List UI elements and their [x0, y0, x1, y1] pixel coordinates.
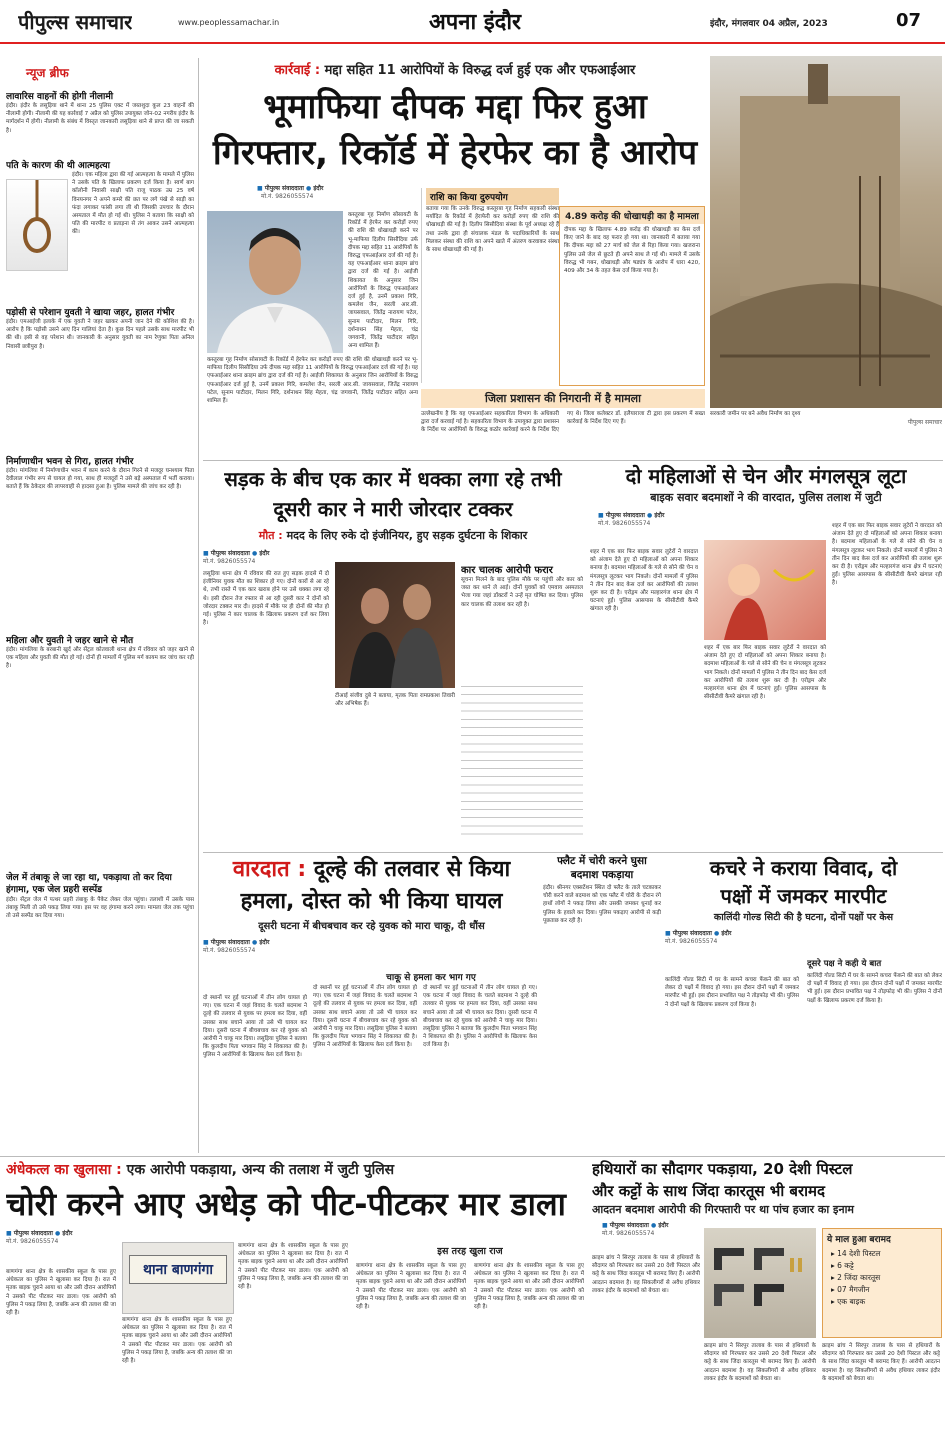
- sword-body-col3: दो स्थानों पर हुई घटनाओं में तीन लोग घायल हो गए। एक घटना में जहां विवाद के चलते बदमाश ने दूल्हे की तलवार से युवक पर हमला कर दिया, वहीं उसका साथ बचाने आया तो उसे भी घायल कर दिया। दूसरी घटना में बीचबचाव कर रहे युवक को आरोपी ने चाकू मार दिया। लसूड़िया पुलिस ने बताया कि कुलदीप पिता भगवान सिंह ने शिकायत की है। पुलिस ने आरोपियों के खिलाफ केस दर्ज किया है।: [423, 985, 537, 1049]
- box-fund-misuse: [421, 188, 559, 383]
- murder-body: बाणगंगा थाना क्षेत्र के शासकीय स्कूल के पास हुए अंधेकत्ल का पुलिस ने खुलासा कर दिया है। रात में मृतक बाइक चुराने आया था और उसी दौरान आरोपियों ने उसको पीट पीटकर मार डाला। एक आरोपी को पुलिस ने पकड़ लिया है, जबकि अन्य की तलाश की जा रही है।: [6, 1269, 116, 1317]
- news-brief-label: न्यूज ब्रीफ: [26, 66, 69, 80]
- byline-mobile: मो.नं. 9826055574: [203, 947, 256, 954]
- box-title: राशि का किया दुरुपयोग: [426, 188, 559, 205]
- garbage-body: कालिंदी गोल्ड सिटी में घर के सामने कचरा फेंकने की बात को लेकर दो पक्षों में विवाद हो गया। इस दौरान दोनों पक्षों में जमकर मारपीट भी हुई। इस दौरान प्रभावित पक्ष ने तोड़फोड़ भी की। पुलिस ने दोनों पक्षों के खिलाफ प्रकरण दर्ज किया है।: [665, 977, 799, 1008]
- column-rule: [198, 58, 199, 1153]
- byline-name: पीपुल्स संवाददाता: [609, 1222, 649, 1229]
- lead-byline: ■ पीपुल्स संवाददाता ● इंदौर मो.नं. 9826055574: [205, 184, 415, 200]
- accident-kicker-text: मदद के लिए रुके दो इंजीनियर, हुए सड़क दुर्घटना के शिकार: [286, 529, 528, 542]
- murder-body-col4: बाणगंगा थाना क्षेत्र के शासकीय स्कूल के पास हुए अंधेकत्ल का पुलिस ने खुलासा कर दिया है। रात में मृतक बाइक चुराने आया था और उसी दौरान आरोपियों ने उसको पीट पीटकर मार डाला। एक आरोपी को पुलिस ने पकड़ लिया है, जबकि अन्य की तलाश की जा रही है।: [356, 1263, 466, 1311]
- recovered-item: ▸ 07 मैगजीन: [831, 1285, 870, 1294]
- row-rule: [0, 1156, 945, 1157]
- box-title: कार चालक आरोपी फरार: [461, 565, 553, 576]
- arms-subhead: आदतन बदमाश आरोपी की गिरफ्तारी पर था पांच हजार का इनाम: [592, 1203, 854, 1216]
- murder-box-title: इस तरह खुला राज: [437, 1246, 503, 1257]
- text-lines: [461, 686, 583, 836]
- murder-story: अंधेकत्ल का खुलासा : एक आरोपी पकड़ाया, अन्य की तलाश में जुटी पुलिस चोरी करने आए अधेड़ को पीट-पीटकर मार डाला ■ पीपुल्स संवाददाता ● इंदौर मो.नं. 9826055574 बाणगंगा थाना क्षेत्र के शासकीय स्कूल के पास हुए अंधेकत्ल का पुलिस ने खुलासा कर दिया है। रात में मृतक बाइक चुराने आया था और उसी दौरान आरोपियों ने उसको पीट पीटकर मार डाला। एक आरोपी को पुलिस ने पकड़ लिया है, जबकि अन्य की तलाश की जा रही है। थाना बाणगंगा बाणगंगा थाना क्षेत्र के शासकीय स्कूल के पास हुए अंधेकत्ल का पुलिस ने खुलासा कर दिया है। रात में मृतक बाइक चुराने आया था और उसी दौरान आरोपियों ने उसको पीट पीटकर मार डाला। एक आरोपी को पुलिस ने पकड़ लिया है, जबकि अन्य की तलाश की जा रही है। बाणगंगा थाना क्षेत्र के शासकीय स्कूल के पास हुए अंधेकत्ल का पुलिस ने खुलासा कर दिया है। रात में मृतक बाइक चुराने आया था और उसी दौरान आरोपियों ने उसको पीट पीटकर मार डाला। एक आरोपी को पुलिस ने पकड़ लिया है, जबकि अन्य की तलाश की जा रही है। इस तरह खुला राज बाणगंगा थाना क्षेत्र के शासकीय स्कूल के पास हुए अंधेकत्ल का पुलिस ने खुलासा कर दिया है। रात में मृतक बाइक चुराने आया था और उसी दौरान आरोपियों ने उसको पीट पीटकर मार डाला। एक आरोपी को पुलिस ने पकड़ लिया है, जबकि अन्य की तलाश की जा रही है। बाणगंगा थाना क्षेत्र के शासकीय स्कूल के पास हुए अंधेकत्ल का पुलिस ने खुलासा कर दिया है। रात में मृतक बाइक चुराने आया था और उसी दौरान आरोपियों ने उसको पीट पीटकर मार डाला। एक आरोपी को पुलिस ने पकड़ लिया है, जबकि अन्य की तलाश की जा रही है।: [6, 1158, 586, 1443]
- brief-text: इंदौर। मांगलिया के बरबानी खुर्द और सेंट्रल कोतवाली थाना क्षेत्र में रविवार को जहर खाने से एक महिला और युवती की मौत हो गई। दोनों ही मामलों में पुलिस मर्ग कायम कर जांच कर रही है।: [6, 647, 194, 670]
- accident-kicker: मौत :: [258, 529, 283, 542]
- sword-headline-line1: [203, 854, 540, 886]
- accident-story: सड़क के बीच एक कार में धक्का लगा रहे तभी दूसरी कार ने मारी जोरदार टक्कर मौत : मदद के लिए रुके दो इंजीनियर, हुए सड़क दुर्घटना के शिकार ■ पीपुल्स संवाददाता ● इंदौर मो.नं. 9826055574 लसूड़िया थाना क्षेत्र में रविवार की रात हुए सड़क हादसे में दो इंजीनियर युवक मौत का शिकार हो गए। दोनों कारों से आ रहे थे, तभी रास्ते में एक कार खराब होने पर उसे धक्का लगा रहे थे। इसी दौरान तेज रफ्तार से आ रही दूसरी कार ने दोनों को जोरदार टक्कर मार दी। हादसे में मौके पर ही दोनों की मौत हो गई। पुलिस ने कार चालक के खिलाफ प्रकरण दर्ज कर लिया है। टीआई संजीव दुबे ने बताया, मृतक पिता रामप्रकाश तिवारी और अभिषेक हैं। कार चालक आरोपी फरार सूचना मिलने के बाद पुलिस मौके पर पहुंची और कार को जब्त कर थाने ले आई। दोनों युवकों को एमवाय अस्पताल भेजा गया जहां डॉक्टरों ने उन्हें मृत घोषित कर दिया। पुलिस कार चालक की तलाश कर रही है।: [203, 462, 583, 852]
- garbage-headline-a: कचरे ने कराया विवाद, दो: [709, 856, 898, 880]
- lead-kicker-text: मद्दा सहित 11 आरोपियों के विरुद्ध दर्ज हुई एक और एफआईआर: [324, 63, 636, 78]
- accident-kicker-line: [203, 528, 583, 543]
- murder-kicker-line: [6, 1160, 586, 1179]
- arms-body: क्राइम ब्रांच ने सिरपुर तालाब के पास से हथियारों के सौदागर को गिरफ्तार कर उससे 20 देशी पिस्टल और कट्टे के साथ जिंदा कारतूस भी बरामद किए हैं। आरोपी आदतन बदमाश है। वह सिकलीगरों से अवैध हथियार लाकर इंदौर के बदमाशों को बेचता था।: [592, 1255, 700, 1294]
- arms-body-col2: क्राइम ब्रांच ने सिरपुर तालाब के पास से हथियारों के सौदागर को गिरफ्तार कर उससे 20 देशी पिस्टल और कट्टे के साथ जिंदा कारतूस भी बरामद किए हैं। आरोपी आदतन बदमाश है। वह सिकलीगरों से अवैध हथियार लाकर इंदौर के बदमाशों को बेचता था।: [704, 1343, 816, 1382]
- byline-mobile: मो.नं. 9826055574: [261, 193, 314, 200]
- byline-mobile: मो.नं. 9826055574: [598, 520, 651, 527]
- dateline: इंदौर, मंगलवार 04 अप्रैल, 2023: [710, 19, 828, 29]
- murder-kicker: अंधेकत्ल का खुलासा :: [6, 1162, 122, 1178]
- byline-name: पीपुल्स संवाददाता: [264, 185, 304, 192]
- byline-mobile: मो.नं. 9826055574: [665, 938, 718, 945]
- building-photo: [710, 56, 942, 408]
- lead-photo-block: [710, 56, 942, 461]
- box-title: 4.89 करोड़ की धोखाधड़ी का है मामला: [560, 207, 704, 224]
- garbage-box-title: दूसरे पक्ष ने कही ये बात: [807, 959, 882, 969]
- byline-name: पीपुल्स संवाददाता: [210, 550, 250, 557]
- garbage-headline-b: पक्षों में जमकर मारपीट: [720, 884, 887, 908]
- box-text: बताया गया कि उनके विरुद्ध कस्तूरबा गृह निर्माण सहकारी संस्था मर्यादित के रिकॉर्ड में हेराफेरी कर करोड़ों रुपए की राशि की धोखाधड़ी की गई है। दिलीप सिसौदिया संस्था के पूर्व अध्यक्ष रहे हैं तथा उनके द्वारा ही संचालक मंडल के पदाधिकारियों के साथ मिलकर संस्था की राशि का अपने खाते में अंतरण करवाकर संस्था के साथ धोखाधड़ी की गई है।: [426, 206, 559, 254]
- garbage-body-col2: कालिंदी गोल्ड सिटी में घर के सामने कचरा फेंकने की बात को लेकर दो पक्षों में विवाद हो गया। इस दौरान दोनों पक्षों में जमकर मारपीट भी हुई। इस दौरान प्रभावित पक्ष ने तोड़फोड़ भी की। पुलिस ने दोनों पक्षों के खिलाफ प्रकरण दर्ज किया है।: [807, 973, 942, 1004]
- byline-city: इंदौर: [259, 550, 270, 557]
- brief-text: इंदौर। एक महिला द्वारा की गई आत्महत्या के मामले में पुलिस ने उसके पति के खिलाफ प्रकरण दर्ज किया है। स्वर्ण बाग कॉलोनी निवासी साक्षी पति राजू पाठक उम्र 25 वर्ष विनयनगर ने अपने कमरे की छत पर लगे पंखे से साड़ी का फंदा लगाकर फांसी लगा ली थी जिसकी उपचार के दौरान अस्पताल में मौत हो गई थी। पुलिस ने बताया कि साक्षी को पति की मारपीट व प्रताड़ना से तंग आकर उसने आत्महत्या की।: [72, 172, 194, 236]
- murder-body-col5: बाणगंगा थाना क्षेत्र के शासकीय स्कूल के पास हुए अंधेकत्ल का पुलिस ने खुलासा कर दिया है। रात में मृतक बाइक चुराने आया था और उसी दौरान आरोपियों ने उसको पीट पीटकर मार डाला। एक आरोपी को पुलिस ने पकड़ लिया है, जबकि अन्य की तलाश की जा रही है।: [474, 1263, 584, 1311]
- snatching-headline: दो महिलाओं से चेन और मंगलसूत्र लूटा: [625, 464, 907, 488]
- byline-city: इंदौर: [62, 1230, 73, 1237]
- byline-name: पीपुल्स संवाददाता: [605, 512, 645, 519]
- byline-city: इंदौर: [313, 185, 324, 192]
- brief-text: इंदौर। इंदौर के लसूड़िया थाने में थाना 25 पुलिस एक्ट में जब्तशुदा कुल 23 वाहनों की नीलामी होगी। नीलामी की यह कार्रवाई 7 अप्रैल को पुलिस उपायुक्त जोन-02 नगरीय इंदौर के मार्गदर्शन में होगी। नीलामी के संबंध में विस्तृत जानकारी लसूड़िया थाने से प्राप्त की जा सकती है।: [6, 103, 194, 134]
- byline-city: इंदौर: [721, 930, 732, 937]
- masthead-rule: [0, 42, 945, 44]
- arms-body-col3: क्राइम ब्रांच ने सिरपुर तालाब के पास से हथियारों के सौदागर को गिरफ्तार कर उससे 20 देशी पिस्टल और कट्टे के साथ जिंदा कारतूस भी बरामद किए हैं। आरोपी आदतन बदमाश है। वह सिकलीगरों से अवैध हथियार लाकर इंदौर के बदमाशों को बेचता था।: [822, 1343, 940, 1382]
- accident-headline: सड़क के बीच एक कार में धक्का लगा रहे तभी दूसरी कार ने मारी जोरदार टक्कर: [224, 467, 562, 521]
- recovered-list: [823, 1248, 941, 1308]
- flat-theft-headline: फ्लैट में चोरी करने घुसा बदमाश पकड़ाया: [557, 855, 647, 881]
- accident-box: [461, 562, 583, 842]
- brief-title: महिला और युवती ने जहर खाने से मौत: [6, 636, 134, 646]
- site-url: www.peoplessamachar.in: [178, 18, 280, 27]
- brief-text: इंदौर। सेंट्रल जेल में पत्थर प्रहरी तंबाकू के पैकेट लेकर जेल पहुंचा। तलाशी में उसके पास तंबाकू मिली तो उसे पकड़ लिया गया। इस पर वह हंगामा करने लगा। मामला जेल तक पहुंचा तो उसे सस्पेंड कर दिया गया।: [6, 897, 194, 920]
- lead-story: [205, 56, 705, 456]
- lead-kicker-line: [205, 60, 705, 78]
- lead-body-col1: कस्तूरबा गृह निर्माण सोसायटी के रिकॉर्ड में हेरफेर कर करोड़ों रुपए की राशि की धोखाधड़ी करने पर भू-माफिया दिलीप सिसौदिया उर्फ दीपक मद्दा सहित 11 आरोपियों के विरुद्ध एफआईआर दर्ज की गई है। यह एफआईआर थाना क्राइम ब्रांच द्वारा दर्ज की गई है। आईजी शिकायत के अनुसार जिन आरोपियों के विरुद्ध एफआईआर दर्ज हुई है, उनमें प्रकाश गिरि, कमलेश जैन, सरली आर.सी. जायसवाल, जितेंद्र नारायण पटेल, सुनाम पाटीदार, मिलन गिरि, दर्शनाथन सिंह मेहता, चंद्र जगवानी, जितेंद्र पाटीदार सहित अन्य शामिल हैं।: [348, 212, 418, 350]
- brief-title: निर्माणाधीन भवन से गिरा, हालत गंभीर: [6, 457, 134, 467]
- box-fraud: [559, 206, 705, 386]
- accused-photo: [207, 211, 343, 353]
- section-title: अपना इंदौर: [428, 10, 522, 35]
- accident-body: लसूड़िया थाना क्षेत्र में रविवार की रात हुए सड़क हादसे में दो इंजीनियर युवक मौत का शिकार हो गए। दोनों कारों से आ रहे थे, तभी रास्ते में एक कार खराब होने पर उसे धक्का लगा रहे थे। इसी दौरान तेज रफ्तार से आ रही दूसरी कार ने दोनों को जोरदार टक्कर मार दी। हादसे में मौके पर ही दोनों की मौत हो गई। पुलिस ने कार चालक के खिलाफ प्रकरण दर्ज कर लिया है।: [203, 571, 329, 627]
- byline-name: पीपुल्स संवाददाता: [13, 1230, 53, 1237]
- accident-body-col2: टीआई संजीव दुबे ने बताया, मृतक पिता रामप्रकाश तिवारी और अभिषेक हैं।: [335, 693, 455, 708]
- sword-body: दो स्थानों पर हुई घटनाओं में तीन लोग घायल हो गए। एक घटना में जहां विवाद के चलते बदमाश ने दूल्हे की तलवार से युवक पर हमला कर दिया, वहीं उसका साथ बचाने आया तो उसे भी घायल कर दिया। दूसरी घटना में बीचबचाव कर रहे युवक को आरोपी ने चाकू मार दिया। लसूड़िया पुलिस ने बताया कि कुलदीप पिता भगवान सिंह ने शिकायत की है। पुलिस ने आरोपियों के खिलाफ केस दर्ज किया है।: [203, 995, 307, 1059]
- byline-mobile: मो.नं. 9826055574: [203, 558, 256, 565]
- murder-body-col2: बाणगंगा थाना क्षेत्र के शासकीय स्कूल के पास हुए अंधेकत्ल का पुलिस ने खुलासा कर दिया है। रात में मृतक बाइक चुराने आया था और उसी दौरान आरोपियों ने उसको पीट पीटकर मार डाला। एक आरोपी को पुलिस ने पकड़ लिया है, जबकि अन्य की तलाश की जा रही है।: [122, 1317, 232, 1365]
- page-number: 07: [896, 10, 922, 31]
- brief-title: पति के कारण की थी आत्महत्या: [6, 161, 110, 171]
- murder-headline: चोरी करने आए अधेड़ को पीट-पीटकर मार डाला: [6, 1185, 566, 1223]
- box-text: दीपक मद्दा के खिलाफ 4.89 करोड़ की धोखाधड़ी का केस दर्ज किए जाने के बाद वह फरार हो गया था। जानकारी में बताया गया कि दीपक मद्दा को 27 मार्च को जेल से रिहा किया गया। खजराना पुलिस उसे जेल से छूटते ही अपने साथ ले गई थी। मामले में उसके विरुद्ध भी गबन, धोखाधड़ी और षड्यंत्र के आरोप में धारा 420, 409 और 34 के तहत केस दर्ज किया गया है।: [564, 227, 700, 275]
- noose-illustration: [6, 179, 68, 271]
- photo-caption: सरकारी जमीन पर बने अवैध निर्माण का दृश्य: [710, 411, 801, 417]
- byline-city: इंदौर: [658, 1222, 669, 1229]
- sword-kicker: वारदात :: [232, 857, 307, 882]
- police-station-photo: [122, 1242, 234, 1314]
- recovered-items-box: [822, 1228, 942, 1338]
- weapons-photo: [704, 1228, 816, 1338]
- box-title: जिला प्रशासन की निगरानी में है मामला: [421, 389, 705, 408]
- lead-headline: भूमाफिया दीपक मद्दा फिर हुआ गिरफ्तार, रिकॉर्ड में हेरफेर का है आरोप: [212, 87, 698, 173]
- recovered-item: ▸ 6 कट्टे: [831, 1261, 854, 1270]
- snatching-body-col3: शहर में एक बार फिर बाइक सवार लुटेरों ने वारदात को अंजाम देते हुए दो महिलाओं को अपना शिकार बनाया है। बदमाश महिलाओं के गले से सोने की चेन व मंगलसूत्र लूटकर भाग निकले। दोनों मामलों में पुलिस ने तीन दिन बाद केस दर्ज कर आरोपियों की तलाश शुरू कर दी है। एरोड्रम और मल्हारगंज थाना क्षेत्र में घटनाएं हुईं। पुलिस आसपास के सीसीटीवी कैमरे खंगाल रही है।: [832, 523, 942, 587]
- brief-text: इंदौर। मांगलिया में निर्माणाधीन भवन में काम करने के दौरान गिरने से मजदूर घनश्याम पिता देवीलाल गंभीर रूप से घायल हो गया, साथ ही मजदूरों ने उसे बड़े अस्पताल में भर्ती कराया। बताते हैं कि ठेकेदार की लापरवाही से हादसा हुआ है। पुलिस मामले की जांच कर रही है।: [6, 468, 194, 491]
- photo-credit: पीपुल्स समाचार: [907, 419, 942, 426]
- arms-headline-a: हथियारों का सौदागर पकड़ाया, 20 देशी पिस्टल: [592, 1160, 853, 1178]
- murder-body-col3: बाणगंगा थाना क्षेत्र के शासकीय स्कूल के पास हुए अंधेकत्ल का पुलिस ने खुलासा कर दिया है। रात में मृतक बाइक चुराने आया था और उसी दौरान आरोपियों ने उसको पीट पीटकर मार डाला। एक आरोपी को पुलिस ने पकड़ लिया है, जबकि अन्य की तलाश की जा रही है।: [238, 1243, 348, 1291]
- brief-title: जेल में तंबाकू ले जा रहा था, पकड़ाया तो कर दिया हंगामा, एक जेल प्रहरी सस्पेंड: [6, 873, 172, 895]
- byline-city: इंदौर: [654, 512, 665, 519]
- news-brief-column: [6, 60, 194, 1155]
- victims-photo: [335, 562, 455, 688]
- sword-headline-a: दूल्हे की तलवार से किया: [313, 857, 511, 882]
- brief-title: पड़ोसी से परेशान युवती ने खाया जहर, हालत गंभीर: [6, 308, 175, 318]
- garbage-subhead: कालिंदी गोल्ड सिटी की है घटना, दोनों पक्षों पर केस: [713, 912, 894, 923]
- snatching-subhead: बाइक सवार बदमाशों ने की वारदात, पुलिस तलाश में जुटी: [650, 491, 882, 504]
- logo: पीपुल्स समाचार: [18, 10, 133, 34]
- sword-attack-story: वारदात : दूल्हे की तलवार से किया हमला, दोस्त को भी किया घायल दूसरी घटना में बीचबचाव कर रहे युवक को मारा चाकू, दी धौंस ■ पीपुल्स संवाददाता ● इंदौर मो.नं. 9826055574 चाकू से हमला कर भाग गए दो स्थानों पर हुई घटनाओं में तीन लोग घायल हो गए। एक घटना में जहां विवाद के चलते बदमाश ने दूल्हे की तलवार से युवक पर हमला कर दिया, वहीं उसका साथ बचाने आया तो उसे भी घायल कर दिया। दूसरी घटना में बीचबचाव कर रहे युवक को आरोपी ने चाकू मार दिया। लसूड़िया पुलिस ने बताया कि कुलदीप पिता भगवान सिंह ने शिकायत की है। पुलिस ने आरोपियों के खिलाफ केस दर्ज किया है। दो स्थानों पर हुई घटनाओं में तीन लोग घायल हो गए। एक घटना में जहां विवाद के चलते बदमाश ने दूल्हे की तलवार से युवक पर हमला कर दिया, वहीं उसका साथ बचाने आया तो उसे भी घायल कर दिया। दूसरी घटना में बीचबचाव कर रहे युवक को आरोपी ने चाकू मार दिया। लसूड़िया पुलिस ने बताया कि कुलदीप पिता भगवान सिंह ने शिकायत की है। पुलिस ने आरोपियों के खिलाफ केस दर्ज किया है। दो स्थानों पर हुई घटनाओं में तीन लोग घायल हो गए। एक घटना में जहां विवाद के चलते बदमाश ने दूल्हे की तलवार से युवक पर हमला कर दिया, वहीं उसका साथ बचाने आया तो उसे भी घायल कर दिया। दूसरी घटना में बीचबचाव कर रहे युवक को आरोपी ने चाकू मार दिया। लसूड़िया पुलिस ने बताया कि कुलदीप पिता भगवान सिंह ने शिकायत की है। पुलिस ने आरोपियों के खिलाफ केस दर्ज किया है।: [203, 854, 540, 1154]
- arms-headline-b: और कट्टों के साथ जिंदा कारतूस भी बरामद: [592, 1182, 825, 1200]
- row-rule: [203, 460, 943, 461]
- row-rule: [203, 852, 943, 853]
- sword-subhead: दूसरी घटना में बीचबचाव कर रहे युवक को मारा चाकू, दी धौंस: [258, 921, 485, 932]
- brief-text: इंदौर। एमआईजी इलाके में एक युवती ने जहर खाकर अपनी जान देने की कोशिश की है। आरोप है कि पड़ोसी उसने आए दिन गालियां देता है। कुछ दिन पहले उसके साथ मारपीट भी की थी। इसी से वह परेशान थी। जानकारी के अनुसार युवती का नाम रेणुका पिता अनिल निवासी छत्रीपुरा है।: [6, 319, 194, 350]
- byline-mobile: मो.नं. 9826055574: [602, 1230, 655, 1237]
- recovered-item: ▸ 2 जिंदा कारतूस: [831, 1273, 881, 1282]
- recovered-title: ये माल हुआ बरामद: [827, 1235, 891, 1245]
- snatching-illustration: [704, 540, 826, 640]
- snatching-body-col2: शहर में एक बार फिर बाइक सवार लुटेरों ने वारदात को अंजाम देते हुए दो महिलाओं को अपना शिकार बनाया है। बदमाश महिलाओं के गले से सोने की चेन व मंगलसूत्र लूटकर भाग निकले। दोनों मामलों में पुलिस ने तीन दिन बाद केस दर्ज कर आरोपियों की तलाश शुरू कर दी है। एरोड्रम और मल्हारगंज थाना क्षेत्र में घटनाएं हुईं। पुलिस आसपास के सीसीटीवी कैमरे खंगाल रही है।: [704, 645, 826, 701]
- recovered-item: ▸ 14 देशी पिस्टल: [831, 1249, 881, 1258]
- box-admin: [421, 389, 705, 453]
- sword-box-title: चाकू से हमला कर भाग गए: [386, 973, 476, 983]
- station-signboard: थाना बाणगंगा: [129, 1255, 227, 1284]
- snatching-body: शहर में एक बार फिर बाइक सवार लुटेरों ने वारदात को अंजाम देते हुए दो महिलाओं को अपना शिकार बनाया है। बदमाश महिलाओं के गले से सोने की चेन व मंगलसूत्र लूटकर भाग निकले। दोनों मामलों में पुलिस ने तीन दिन बाद केस दर्ज कर आरोपियों की तलाश शुरू कर दी है। एरोड्रम और मल्हारगंज थाना क्षेत्र में घटनाएं हुईं। पुलिस आसपास के सीसीटीवी कैमरे खंगाल रही है।: [590, 549, 698, 613]
- sword-headline-b: हमला, दोस्त को भी किया घायल: [240, 889, 503, 914]
- brief-title: लावारिस वाहनों की होगी नीलामी: [6, 92, 114, 102]
- byline-name: पीपुल्स संवाददाता: [672, 930, 712, 937]
- lead-kicker: कार्रवाई :: [274, 63, 321, 78]
- flat-theft-story: [543, 854, 661, 1154]
- lead-body-col2: कस्तूरबा गृह निर्माण सोसायटी के रिकॉर्ड में हेरफेर कर करोड़ों रुपए की राशि की धोखाधड़ी करने पर भू-माफिया दिलीप सिसौदिया उर्फ दीपक मद्दा सहित 11 आरोपियों के विरुद्ध एफआईआर दर्ज की गई है। यह एफआईआर थाना क्राइम ब्रांच द्वारा दर्ज की गई है। आईजी शिकायत के अनुसार जिन आरोपियों के विरुद्ध एफआईआर दर्ज हुई है, उनमें प्रकाश गिरि, कमलेश जैन, सरली आर.सी. जायसवाल, जितेंद्र नारायण पटेल, सुनाम पाटीदार, मिलन गिरि, दर्शनाथन सिंह मेहता, चंद्र जगवानी, जितेंद्र पाटीदार सहित अन्य शामिल हैं।: [207, 357, 418, 405]
- chain-snatching-story: दो महिलाओं से चेन और मंगलसूत्र लूटा बाइक सवार बदमाशों ने की वारदात, पुलिस तलाश में जुटी ■ पीपुल्स संवाददाता ● इंदौर मो.नं. 9826055574 शहर में एक बार फिर बाइक सवार लुटेरों ने वारदात को अंजाम देते हुए दो महिलाओं को अपना शिकार बनाया है। बदमाश महिलाओं के गले से सोने की चेन व मंगलसूत्र लूटकर भाग निकले। दोनों मामलों में पुलिस ने तीन दिन बाद केस दर्ज कर आरोपियों की तलाश शुरू कर दी है। एरोड्रम और मल्हारगंज थाना क्षेत्र में घटनाएं हुईं। पुलिस आसपास के सीसीटीवी कैमरे खंगाल रही है। शहर में एक बार फिर बाइक सवार लुटेरों ने वारदात को अंजाम देते हुए दो महिलाओं को अपना शिकार बनाया है। बदमाश महिलाओं के गले से सोने की चेन व मंगलसूत्र लूटकर भाग निकले। दोनों मामलों में पुलिस ने तीन दिन बाद केस दर्ज कर आरोपियों की तलाश शुरू कर दी है। एरोड्रम और मल्हारगंज थाना क्षेत्र में घटनाएं हुईं। पुलिस आसपास के सीसीटीवी कैमरे खंगाल रही है। शहर में एक बार फिर बाइक सवार लुटेरों ने वारदात को अंजाम देते हुए दो महिलाओं को अपना शिकार बनाया है। बदमाश महिलाओं के गले से सोने की चेन व मंगलसूत्र लूटकर भाग निकले। दोनों मामलों में पुलिस ने तीन दिन बाद केस दर्ज कर आरोपियों की तलाश शुरू कर दी है। एरोड्रम और मल्हारगंज थाना क्षेत्र में घटनाएं हुईं। पुलिस आसपास के सीसीटीवी कैमरे खंगाल रही है।: [590, 462, 942, 852]
- sword-body-col2: दो स्थानों पर हुई घटनाओं में तीन लोग घायल हो गए। एक घटना में जहां विवाद के चलते बदमाश ने दूल्हे की तलवार से युवक पर हमला कर दिया, वहीं उसका साथ बचाने आया तो उसे भी घायल कर दिया। दूसरी घटना में बीचबचाव कर रहे युवक को आरोपी ने चाकू मार दिया। लसूड़िया पुलिस ने बताया कि कुलदीप पिता भगवान सिंह ने शिकायत की है। पुलिस ने आरोपियों के खिलाफ केस दर्ज किया है।: [313, 985, 417, 1049]
- box-text: उल्लेखनीय है कि यह एफआईआर सहकारिता विभाग के अधिकारी द्वारा दर्ज करवाई गई है। सहकारिता विभाग के उपायुक्त द्वारा प्रशासन के निर्देश पर आरोपियों के विरुद्ध कठोर कार्रवाई करने के निर्देश दिए गए थे। जिला कलेक्टर डॉ. इलैयाराजा टी द्वारा इस प्रकरण में सख्त कार्रवाई के निर्देश दिए गए हैं।: [421, 411, 705, 434]
- garbage-dispute-story: कचरे ने कराया विवाद, दो पक्षों में जमकर मारपीट कालिंदी गोल्ड सिटी की है घटना, दोनों पक्षों पर केस ■ पीपुल्स संवाददाता ● इंदौर मो.नं. 9826055574 दूसरे पक्ष ने कही ये बात कालिंदी गोल्ड सिटी में घर के सामने कचरा फेंकने की बात को लेकर दो पक्षों में विवाद हो गया। इस दौरान दोनों पक्षों में जमकर मारपीट भी हुई। इस दौरान प्रभावित पक्ष ने तोड़फोड़ भी की। पुलिस ने दोनों पक्षों के खिलाफ प्रकरण दर्ज किया है। कालिंदी गोल्ड सिटी में घर के सामने कचरा फेंकने की बात को लेकर दो पक्षों में विवाद हो गया। इस दौरान दोनों पक्षों में जमकर मारपीट भी हुई। इस दौरान प्रभावित पक्ष ने तोड़फोड़ भी की। पुलिस ने दोनों पक्षों के खिलाफ प्रकरण दर्ज किया है।: [665, 854, 942, 1154]
- recovered-item: ▸ एक बाइक: [831, 1297, 866, 1306]
- arms-dealer-story: हथियारों का सौदागर पकड़ाया, 20 देशी पिस्टल और कट्टों के साथ जिंदा कारतूस भी बरामद आदतन बदमाश आरोपी की गिरफ्तारी पर था पांच हजार का इनाम ■ पीपुल्स संवाददाता ● इंदौर मो.नं. 9826055574 क्राइम ब्रांच ने सिरपुर तालाब के पास से हथियारों के सौदागर को गिरफ्तार कर उससे 20 देशी पिस्टल और कट्टे के साथ जिंदा कारतूस भी बरामद किए हैं। आरोपी आदतन बदमाश है। वह सिकलीगरों से अवैध हथियार लाकर इंदौर के बदमाशों को बेचता था। क्राइम ब्रांच ने सिरपुर तालाब के पास से हथियारों के सौदागर को गिरफ्तार कर उससे 20 देशी पिस्टल और कट्टे के साथ जिंदा कारतूस भी बरामद किए हैं। आरोपी आदतन बदमाश है। वह सिकलीगरों से अवैध हथियार लाकर इंदौर के बदमाशों को बेचता था। ये माल हुआ बरामद ▸ 14 देशी पिस्टल ▸ 6 कट्टे ▸ 2 जिंदा कारतूस ▸ 07 मैगजीन ▸ एक बाइक क्राइम ब्रांच ने सिरपुर तालाब के पास से हथियारों के सौदागर को गिरफ्तार कर उससे 20 देशी पिस्टल और कट्टे के साथ जिंदा कारतूस भी बरामद किए हैं। आरोपी आदतन बदमाश है। वह सिकलीगरों से अवैध हथियार लाकर इंदौर के बदमाशों को बेचता था।: [592, 1158, 942, 1443]
- box-text: सूचना मिलने के बाद पुलिस मौके पर पहुंची और कार को जब्त कर थाने ले आई। दोनों युवकों को एमवाय अस्पताल भेजा गया जहां डॉक्टरों ने उन्हें मृत घोषित कर दिया। पुलिस कार चालक की तलाश कर रही है।: [461, 577, 583, 608]
- murder-kicker-text: एक आरोपी पकड़ाया, अन्य की तलाश में जुटी पुलिस: [126, 1162, 395, 1178]
- byline-mobile: मो.नं. 9826055574: [6, 1238, 59, 1245]
- byline-city: इंदौर: [259, 939, 270, 946]
- byline-name: पीपुल्स संवाददाता: [210, 939, 250, 946]
- masthead: [0, 0, 945, 46]
- flat-theft-body: इंदौर। श्रीनगर एक्सटेंशन स्थित दो फ्लैट के ताले चटकाकर चोरी करने वाले बदमाश को एक फ्लैट में चोरी के दौरान रंगे हाथों लोगों ने पकड़ लिया और उसकी जमकर धुनाई कर पुलिस के हवाले कर दिया। पुलिस पकड़ाए आरोपी से कड़ी पूछताछ कर रही है।: [543, 885, 661, 924]
